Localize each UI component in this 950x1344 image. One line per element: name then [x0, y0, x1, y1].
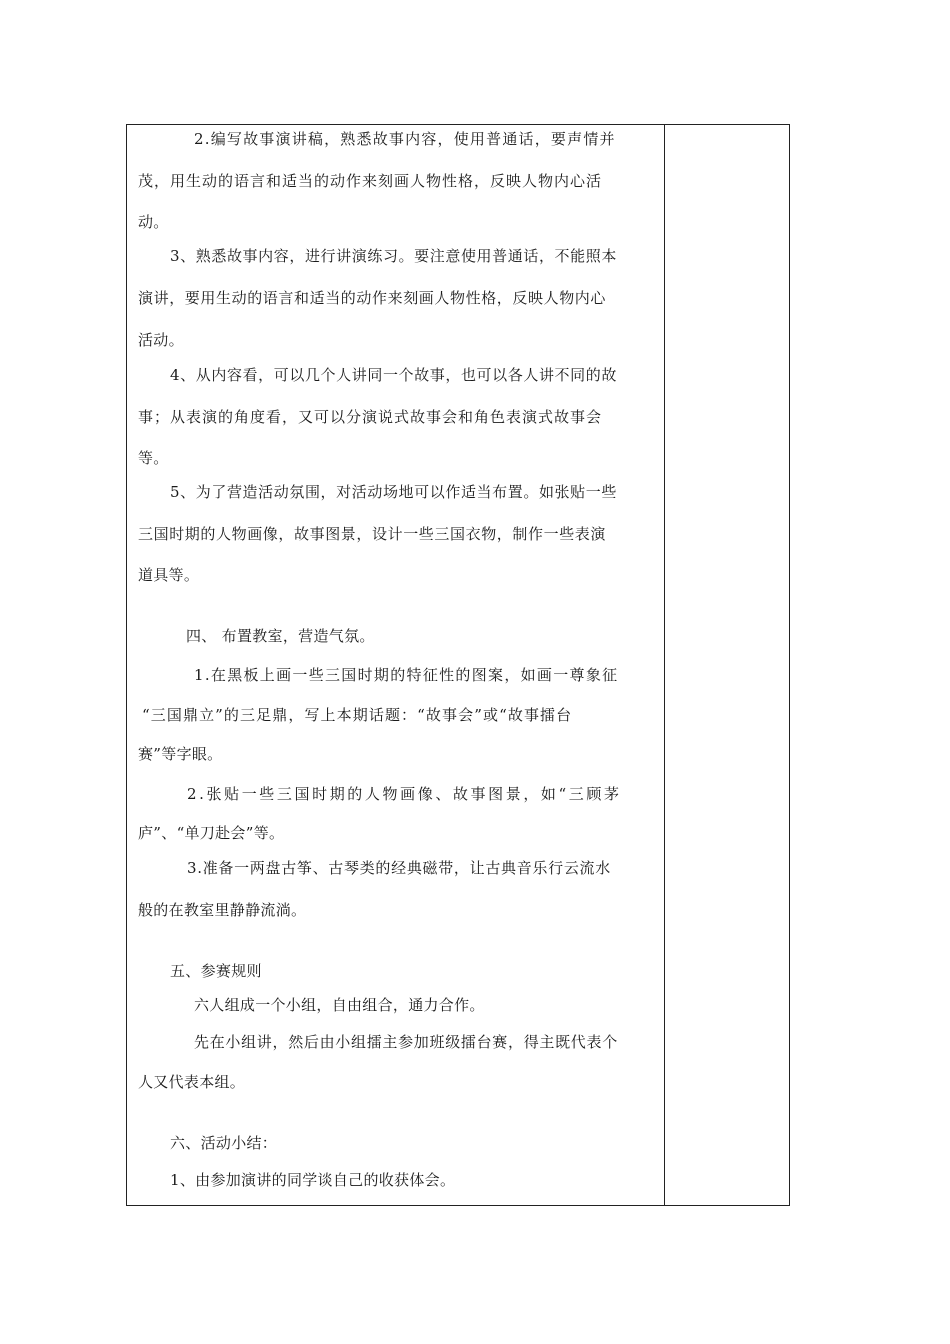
paragraph-line: 三国时期的人物画像，故事图景，设计一些三国衣物，制作一些表演 [138, 525, 607, 543]
paragraph-line: 动。 [138, 213, 169, 231]
paragraph-line: 庐”、“单刀赴会”等。 [138, 824, 285, 842]
paragraph-line: 事；从表演的角度看，又可以分演说式故事会和角色表演式故事会 [138, 408, 603, 426]
paragraph-line: 般的在教室里静静流淌。 [138, 901, 307, 919]
paragraph-line: 5、为了营造活动氛围，对活动场地可以作适当布置。如张贴一些 [170, 483, 617, 501]
paragraph-line: 2.编写故事演讲稿，熟悉故事内容，使用普通话，要声情并 [194, 130, 616, 148]
paragraph-line: 茂，用生动的语言和适当的动作来刻画人物性格，反映人物内心活 [138, 172, 603, 190]
section-heading: 四、 布置教室，营造气氛。 [186, 627, 375, 645]
paragraph-line: 先在小组讲，然后由小组擂主参加班级擂台赛，得主既代表个 [194, 1033, 618, 1051]
paragraph-line: 3.准备一两盘古筝、古琴类的经典磁带，让古典音乐行云流水 [187, 859, 611, 877]
paragraph-line: 3、熟悉故事内容，进行讲演练习。要注意使用普通话，不能照本 [170, 247, 617, 265]
paragraph-line: 1、由参加演讲的同学谈自己的收获体会。 [170, 1171, 456, 1189]
paragraph-line: 六人组成一个小组，自由组合，通力合作。 [194, 996, 485, 1014]
document-table [126, 124, 790, 1206]
paragraph-line: 演讲，要用生动的语言和适当的动作来刻画人物性格，反映人物内心 [138, 289, 607, 307]
notes-cell [665, 125, 789, 1205]
paragraph-line: 人又代表本组。 [138, 1073, 246, 1091]
paragraph-line: “三国鼎立”的三足鼎，写上本期话题：“故事会”或“故事擂台 [142, 706, 573, 724]
paragraph-line: 4、从内容看，可以几个人讲同一个故事，也可以各人讲不同的故 [170, 366, 617, 384]
paragraph-line: 1.在黑板上画一些三国时期的特征性的图案，如画一尊象征 [194, 666, 619, 684]
paragraph-line: 等。 [138, 449, 169, 467]
section-heading: 六、活动小结： [170, 1134, 278, 1152]
paragraph-line: 赛”等字眼。 [138, 745, 223, 763]
content-cell [127, 125, 664, 1205]
paragraph-line: 活动。 [138, 331, 184, 349]
paragraph-line: 道具等。 [138, 566, 200, 584]
section-heading: 五、参赛规则 [170, 962, 262, 980]
paragraph-line: 2.张贴一些三国时期的人物画像、故事图景，如“三顾茅 [187, 785, 622, 803]
